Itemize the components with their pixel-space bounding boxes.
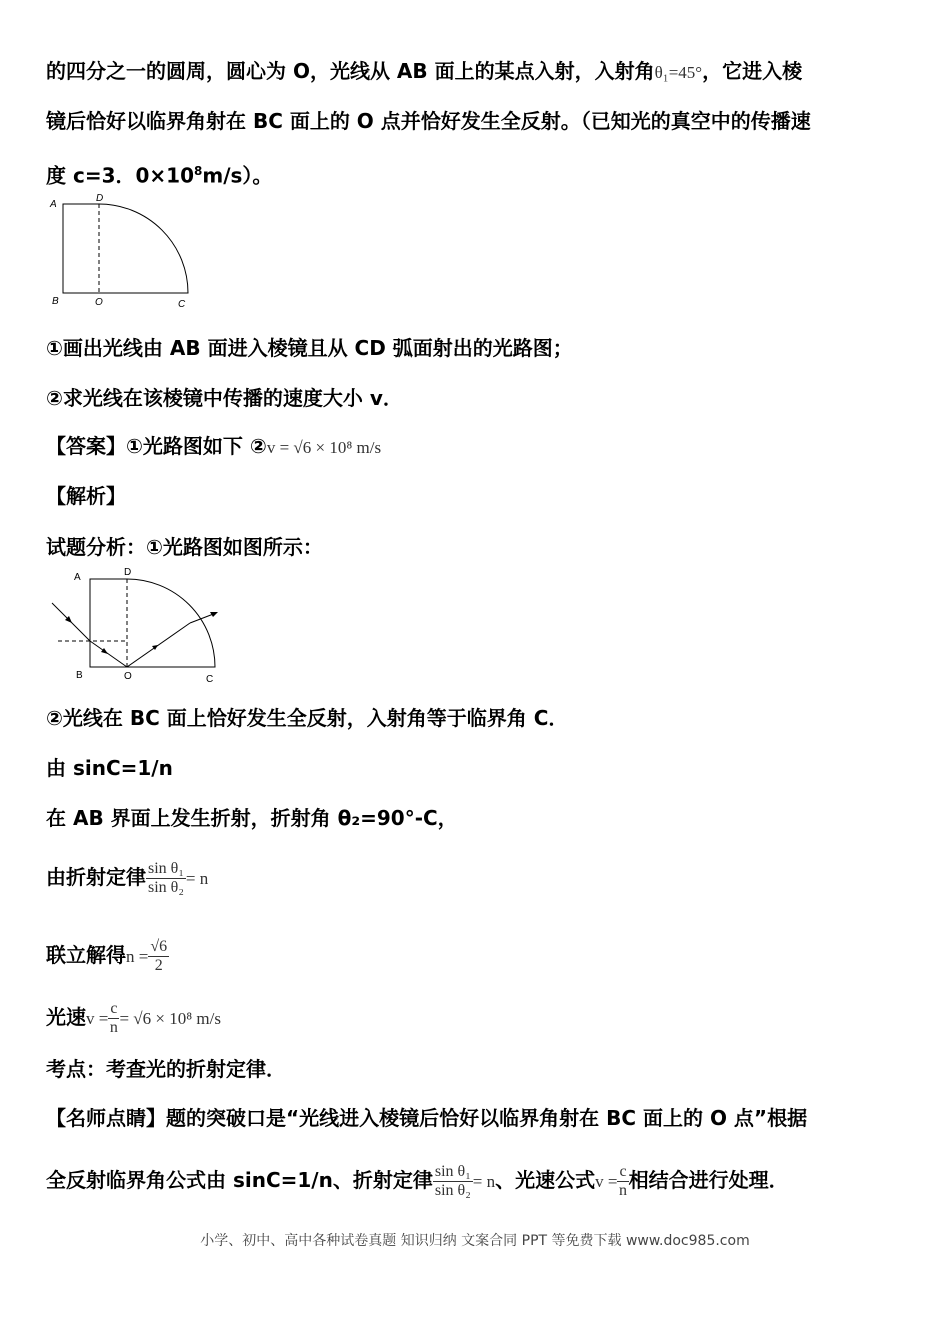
light-path-figure bbox=[44, 565, 234, 690]
text: 的四分之一的圆周，圆心为 O，光线从 AB 面上的某点入射，入射角 bbox=[46, 59, 655, 83]
analysis-line-2: ②光线在 BC 面上恰好发生全反射，入射角等于临界角 C． bbox=[46, 706, 569, 730]
exponent: 8 bbox=[194, 164, 203, 178]
analysis-line-3: 由 sinC=1/n bbox=[46, 756, 173, 780]
label-c: C bbox=[178, 299, 186, 310]
label-a: A bbox=[50, 199, 57, 210]
text: 相结合进行处理． bbox=[628, 1168, 789, 1192]
n-fraction: $\frac{√6}{2}$ bbox=[150, 938, 168, 974]
label-c: C bbox=[206, 674, 214, 685]
label-d: D bbox=[124, 567, 132, 578]
tip-v-fraction: $\frac{c}{n}$ bbox=[619, 1163, 628, 1199]
text: 度 c=3．0×10 bbox=[46, 163, 194, 188]
analysis-line-6: 联立解得n = $\frac{√6}{2}$ bbox=[46, 938, 168, 974]
analysis-line-4: 在 AB 界面上发生折射，折射角 θ₂=90°-C， bbox=[46, 806, 458, 830]
answer-line bbox=[46, 432, 381, 462]
question-2: ②求光线在该棱镜中传播的速度大小 v． bbox=[46, 386, 403, 410]
label-o: O bbox=[124, 671, 132, 682]
analysis-line-7: 光速v = $\frac{c}{n}$ = √6 × 10⁸ m/s bbox=[46, 1000, 221, 1036]
label-a: A bbox=[74, 572, 81, 583]
text: 全反射临界角公式由 sinC=1/n、折射定律 bbox=[46, 1168, 433, 1192]
text: ，它进入棱 bbox=[702, 59, 803, 83]
text: 由折射定律 bbox=[46, 865, 146, 889]
text: 联立解得 bbox=[46, 943, 126, 967]
problem-line-1 bbox=[46, 57, 802, 87]
text: 光速 bbox=[46, 1005, 86, 1029]
text: 【答案】①光路图如下 ② bbox=[46, 434, 267, 458]
kaodian-line: 考点：考查光的折射定律． bbox=[46, 1057, 286, 1081]
problem-line-3 bbox=[46, 157, 272, 190]
problem-line-2: 镜后恰好以临界角射在 BC 面上的 O 点并恰好发生全反射。（已知光的真空中的传播速 bbox=[46, 109, 811, 133]
text: m/s）。 bbox=[202, 163, 273, 188]
speed-result: v = √6 × 10⁸ m/s bbox=[266, 438, 382, 457]
question-1: ①画出光线由 AB 面进入棱镜且从 CD 弧面射出的光路图； bbox=[46, 336, 573, 360]
analysis-line-5: 由折射定律 $\frac{\text{sin θ₁}}{\text{sin θ₂}}$ = n bbox=[46, 860, 209, 896]
label-d: D bbox=[96, 193, 104, 204]
text: 、光速公式 bbox=[495, 1168, 596, 1192]
tip-snell-fraction: $\frac{\text{sin θ₁}}{\text{sin θ₂}}$ bbox=[434, 1163, 471, 1199]
page-footer: 小学、初中、高中各种试卷真题 知识归纳 文案合同 PPT 等免费下载 www.doc985.com bbox=[200, 1233, 750, 1249]
label-b: B bbox=[52, 296, 59, 307]
label-o: O bbox=[95, 297, 103, 308]
snell-fraction: $\frac{\text{sin θ₁}}{\text{sin θ₂}}$ bbox=[148, 860, 184, 896]
analysis-heading: 【解析】 bbox=[46, 484, 126, 508]
v-fraction: $\frac{c}{n}$ bbox=[109, 1000, 118, 1036]
label-b: B bbox=[76, 670, 83, 681]
tip-line-1: 【名师点睛】题的突破口是“光线进入棱镜后恰好以临界角射在 BC 面上的 O 点”根据 bbox=[46, 1106, 808, 1130]
tip-line-2: 全反射临界角公式由 sinC=1/n、折射定律 $\frac{\text{sin θ₁}}{\text{sin θ₂}}$ = n、光速公式v = $\frac{c}{n}$ 相结合进行处理． bbox=[46, 1163, 789, 1199]
incident-angle: θ₁=45° bbox=[654, 63, 703, 82]
prism-figure bbox=[44, 192, 204, 314]
analysis-line-1: 试题分析：①光路图如图所示： bbox=[46, 535, 323, 559]
